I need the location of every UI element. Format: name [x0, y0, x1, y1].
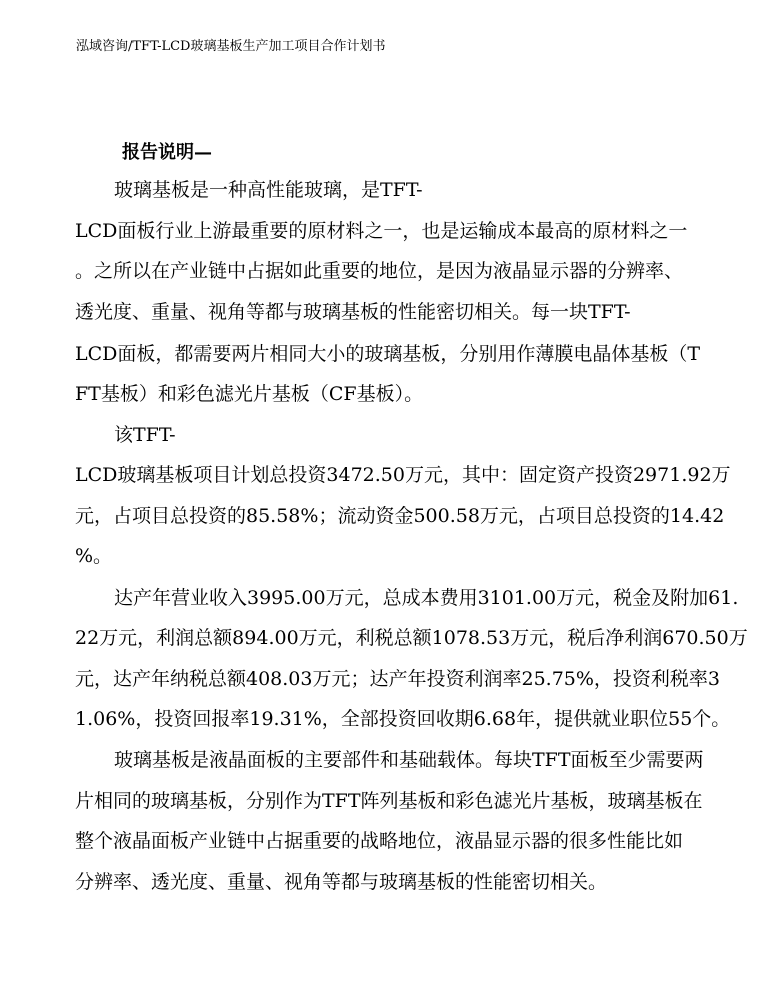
- section-title: 报告说明—: [122, 142, 212, 163]
- paragraph-line: LCD面板行业上游最重要的原材料之一，也是运输成本最高的原材料之一: [75, 220, 688, 242]
- paragraph-line: 。之所以在产业链中占据如此重要的地位，是因为液晶显示器的分辨率、: [75, 260, 684, 282]
- paragraph-line: FT基板）和彩色滤光片基板（CF基板）。: [75, 383, 424, 405]
- paragraph-line: LCD面板，都需要两片相同大小的玻璃基板，分别用作薄膜电晶体基板（T: [75, 343, 701, 365]
- paragraph-line: %。: [75, 545, 113, 567]
- paragraph-line: 片相同的玻璃基板，分别作为TFT阵列基板和彩色滤光片基板，玻璃基板在: [75, 790, 703, 812]
- paragraph-line: 整个液晶面板产业链中占据重要的战略地位，液晶显示器的很多性能比如: [75, 830, 684, 852]
- paragraph-line: LCD玻璃基板项目计划总投资3472.50万元，其中：固定资产投资2971.92万: [75, 464, 731, 486]
- paragraph-line: 分辨率、透光度、重量、视角等都与玻璃基板的性能密切相关。: [75, 871, 608, 893]
- paragraph-line: 22万元，利润总额894.00万元，利税总额1078.53万元，税后净利润670.50万: [75, 627, 748, 649]
- running-header: 泓域咨询/TFT-LCD玻璃基板生产加工项目合作计划书: [76, 39, 386, 54]
- paragraph-line: 元，达产年纳税总额408.03万元；达产年投资利润率25.75%，投资利税率3: [75, 668, 721, 690]
- paragraph-line: 玻璃基板是液晶面板的主要部件和基础载体。每块TFT面板至少需要两: [114, 749, 704, 771]
- paragraph-line: 元，占项目总投资的85.58%；流动资金500.58万元，占项目总投资的14.42: [75, 505, 725, 527]
- paragraph-line: 该TFT-: [114, 424, 176, 446]
- paragraph-line: 1.06%，投资回报率19.31%，全部投资回收期6.68年，提供就业职位55个。: [75, 708, 731, 730]
- paragraph-line: 达产年营业收入3995.00万元，总成本费用3101.00万元，税金及附加61.: [114, 587, 739, 609]
- paragraph-line: 玻璃基板是一种高性能玻璃，是TFT-: [114, 179, 423, 201]
- paragraph-line: 透光度、重量、视角等都与玻璃基板的性能密切相关。每一块TFT-: [75, 301, 631, 323]
